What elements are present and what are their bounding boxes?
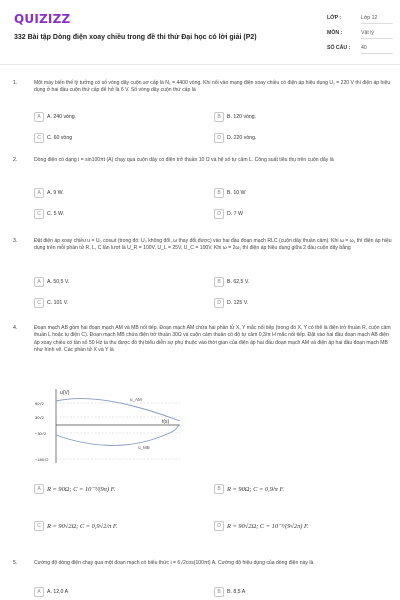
question-number: 4. [13, 325, 18, 331]
question-1 [10, 80, 394, 150]
question-2 [10, 157, 394, 227]
x-axis-label: t(s) [162, 419, 170, 425]
question-number: 5. [13, 560, 18, 566]
question-3 [10, 238, 394, 318]
question-text: Đặt điện áp xoay chiều u = U₀ cosωt (trong đó: U₀ không đổi, ω thay đổi được) vào hai đầu đoạn mạch RLC (cuộn dây thuần cảm). Khi ω = ω₁ thì điện áp hiệu dụng trên mỗi phần tử R, L, C lần lượt là U_R = 100V, U_L = 25V, U_C = 100V. Khi ω = 2ω₁ thì điện áp hiệu dụng giữa 2 đầu cuộn dây bằng [34, 238, 392, 252]
option-b[interactable]: B B. 10 W [214, 186, 245, 200]
meta-panel [327, 12, 393, 57]
option-a[interactable]: A A. 9 W. [34, 186, 64, 200]
option-d[interactable]: D D. 7 W [214, 207, 243, 221]
tick-label: 30√2 [35, 415, 44, 420]
option-a[interactable]: A A. 240 vòng. [34, 110, 76, 124]
y-axis-label: u(V) [60, 390, 70, 396]
page-header [0, 0, 400, 65]
question-number: 1. [13, 80, 18, 86]
option-d[interactable]: D D. 125 V. [214, 296, 248, 310]
option-d[interactable]: D D. 220 vòng. [214, 131, 256, 145]
series-label-u-mb: u_MB [138, 445, 150, 450]
question-text: Cường độ dòng điện chạy qua một đoạn mạch có biểu thức i = 6√2cos(100πt) A. Cường độ hiệu dụng của dòng điện này là [34, 560, 314, 566]
option-b[interactable]: B B. 62,5 V. [214, 275, 249, 289]
meta-subject: MÔN : Vật lý [327, 27, 393, 42]
question-text: Đoạn mạch AB gồm hai đoạn mạch AM và MB nối tiếp. Đoạn mạch AM chứa hai phần tử X, Y mắc nối tiếp (trong đó X, Y có thể là điện trở thuần R, cuộn cảm thuần L hoặc tụ điện C). Đoạn mạch MB chứa điện trở thuần 30Ω và cuộn cảm thuần có độ tự cảm 0,3/π H mắc nối tiếp. Đặt vào hai đầu đoạn mạch AB điện áp xoay chiều có tần số 50 Hz ta thu được đồ thị biểu diễn sự phụ thuộc vào thời gian của điện áp hai đầu đoạn mạch AM và điện áp hai đầu đoạn mạch MB như hình vẽ. Các phần tử X và Y là [34, 325, 391, 353]
option-b[interactable]: B R = 90Ω; C = 0,9/π F. [214, 475, 284, 503]
document-title: 332 Bài tập Dòng điện xoay chiều trong đề thi thử Đại học có lời giải (P2) [14, 34, 257, 41]
option-a[interactable]: A R = 90Ω; C = 10⁻³/(9π) F. [34, 475, 115, 503]
question-5 [10, 560, 394, 600]
tick-label: −180√2 [35, 457, 49, 462]
option-b[interactable]: B B. 8,5 A [214, 585, 245, 599]
meta-count: SỐ CÂU : 40 [327, 42, 393, 57]
option-c[interactable]: C C. 101 V. [34, 296, 68, 310]
option-c[interactable]: C C. 60 vòng [34, 131, 72, 145]
quizizz-logo: QUIZIZZ [14, 12, 71, 26]
option-b[interactable]: B B. 120 vòng. [214, 110, 256, 124]
question-text: Dòng điện có dạng i = sin100πt (A) chạy qua cuộn dây có điện trở thuần 10 Ω và hệ số tự cảm L. Công suất tiêu thụ trên cuộn dây là [34, 157, 334, 163]
option-a[interactable]: A A. 50,5 V. [34, 275, 69, 289]
option-d[interactable]: D R = 90√2Ω; C = 10⁻³/(9√2π) F. [214, 512, 309, 540]
voltage-time-graph [34, 387, 182, 465]
series-label-u-am: u_AM [130, 397, 142, 402]
question-number: 3. [13, 238, 18, 244]
question-text: Một máy biến thế lý tưởng có số vòng dây cuộn sơ cấp là N₁ = 4400 vòng. Khi nối vào mạng điện xoay chiều có điện áp hiệu dụng U₁ = 220 V thì điện áp hiệu dụng ở hai đầu cuộn thứ cấp để hở là 6 V. Số vòng dây cuộn thứ cấp là [34, 80, 391, 94]
tick-label: −30√2 [35, 431, 47, 436]
meta-grade: LỚP : Lớp 12 [327, 12, 393, 27]
option-c[interactable]: C R = 90√2Ω; C = 0,9√2/π F. [34, 512, 118, 540]
option-c[interactable]: C C. 5 W. [34, 207, 64, 221]
question-number: 2. [13, 157, 18, 163]
tick-label: 90√2 [35, 401, 44, 406]
option-a[interactable]: A A. 12,0 A [34, 585, 68, 599]
